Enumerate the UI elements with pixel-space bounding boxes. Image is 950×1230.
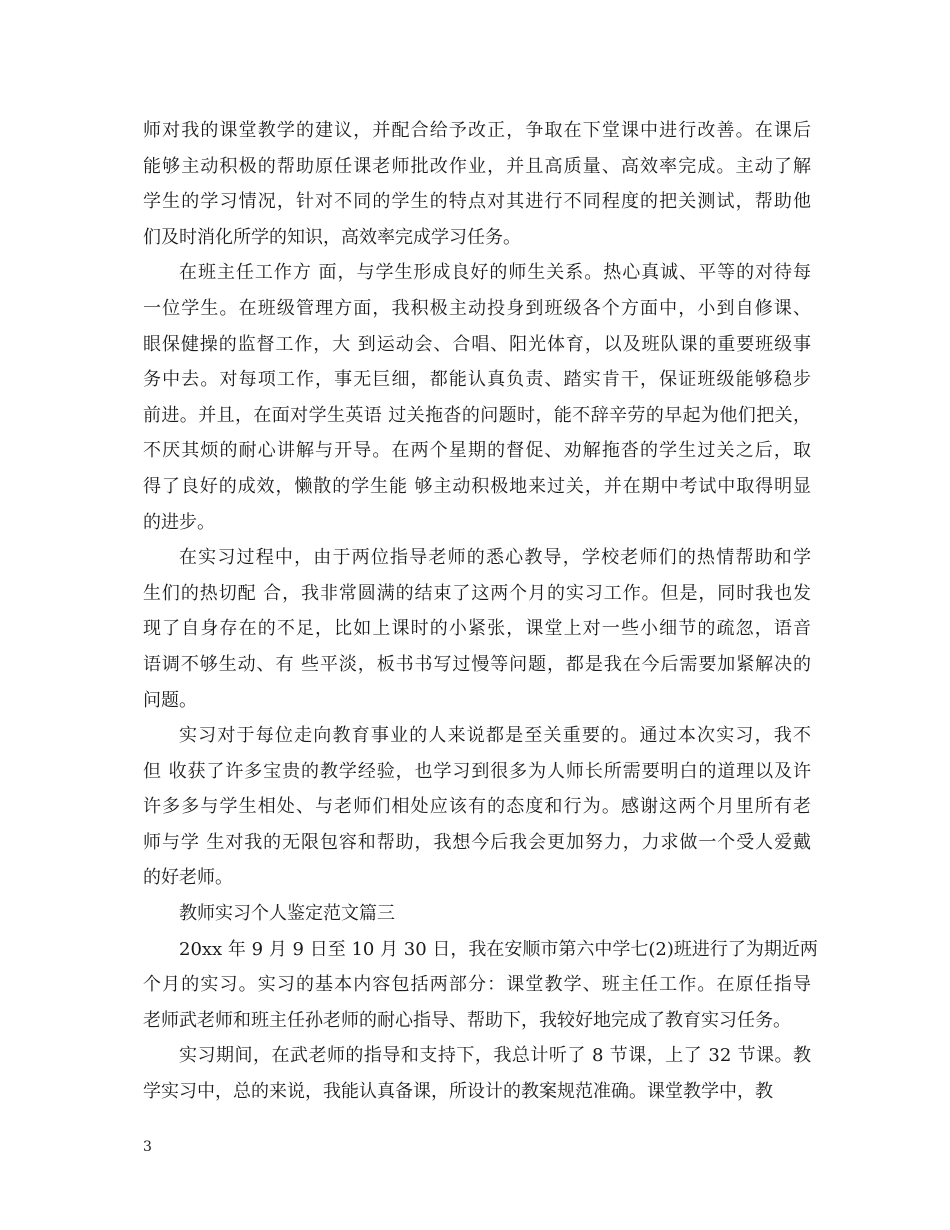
text-line: 许多多与学生相处、与老师们相处应该有的态度和行为。感谢这两个月里所有老	[143, 796, 811, 818]
text-line: 现了自身存在的不足，比如上课时的小紧张，课堂上对一些小细节的疏忽，语音	[143, 618, 811, 640]
paragraph	[143, 932, 818, 1039]
text-line: 个月的实习。实习的基本内容包括两部分：课堂教学、班主任工作。在原任指导	[143, 974, 811, 996]
text-line: 务中去。对每项工作，事无巨细，都能认真负责、踏实肯干，保证班级能够稳步	[143, 369, 811, 391]
text-line: 不厌其烦的耐心讲解与开导。在两个星期的督促、劝解拖沓的学生过关之后，取	[143, 440, 811, 462]
text-line: 一位学生。在班级管理方面，我积极主动投身到班级各个方面中，小到自修课、	[143, 297, 811, 319]
text-line: 眼保健操的监督工作，大 到运动会、合唱、阳光体育，以及班队课的重要班级事	[143, 333, 811, 355]
text-line: 得了良好的成效，懒散的学生能 够主动积极地来过关，并在期中考试中取得明显	[143, 475, 811, 497]
text-line: 但 收获了许多宝贵的教学经验，也学习到很多为人师长所需要明白的道理以及许	[143, 760, 811, 782]
text-line: 学实习中，总的来说，我能认真备课，所设计的教案规范准确。课堂教学中，教	[143, 1081, 773, 1103]
page-number: 3	[143, 1139, 152, 1155]
text-line: 能够主动积极的帮助原任课老师批改作业，并且高质量、高效率完成。主动了解	[143, 155, 811, 177]
paragraph	[143, 255, 811, 540]
paragraph	[143, 113, 811, 255]
text-line: 老师武老师和班主任孙老师的耐心指导、帮助下，我较好地完成了教育实习任务。	[143, 1009, 791, 1031]
text-line: 实习对于每位走向教育事业的人来说都是至关重要的。通过本次实习，我不	[179, 725, 811, 747]
text-line: 在实习过程中，由于两位指导老师的悉心教导，学校老师们的热情帮助和学	[179, 547, 811, 569]
text-line: 的好老师。	[143, 867, 233, 889]
text-line: 生们的热切配 合，我非常圆满的结束了这两个月的实习工作。但是，同时我也发	[143, 582, 811, 604]
text-line: 在班主任工作方 面，与学生形成良好的师生关系。热心真诚、平等的对待每	[179, 262, 811, 284]
text-line: 语调不够生动、有 些平淡，板书书写过慢等问题，都是我在今后需要加紧解决的	[143, 653, 811, 675]
document-body	[143, 113, 818, 1110]
text-line: 师对我的课堂教学的建议，并配合给予改正，争取在下堂课中进行改善。在课后	[143, 120, 811, 141]
paragraph	[143, 540, 811, 718]
text-line: 问题。	[143, 689, 197, 711]
paragraph	[143, 718, 811, 896]
paragraph	[143, 1038, 811, 1109]
text-line: 实习期间，在武老师的指导和支持下，我总计听了 8 节课，上了 32 节课。教	[179, 1045, 811, 1067]
text-line: 教师实习个人鉴定范文篇三	[179, 903, 395, 925]
text-line: 的进步。	[143, 511, 215, 533]
text-line: 师与学 生对我的无限包容和帮助，我想今后我会更加努力，力求做一个受人爱戴	[143, 831, 811, 853]
paragraph	[143, 896, 811, 932]
text-line: 们及时消化所学的知识，高效率完成学习任务。	[143, 226, 521, 248]
text-line: 20xx 年 9 月 9 日至 10 月 30 日，我在安顺市第六中学七(2)班进行了为期近两	[179, 938, 818, 960]
text-line: 前进。并且，在面对学生英语 过关拖沓的问题时，能不辞辛劳的早起为他们把关，	[143, 404, 811, 426]
text-line: 学生的学习情况，针对不同的学生的特点对其进行不同程度的把关测试，帮助他	[143, 191, 811, 213]
